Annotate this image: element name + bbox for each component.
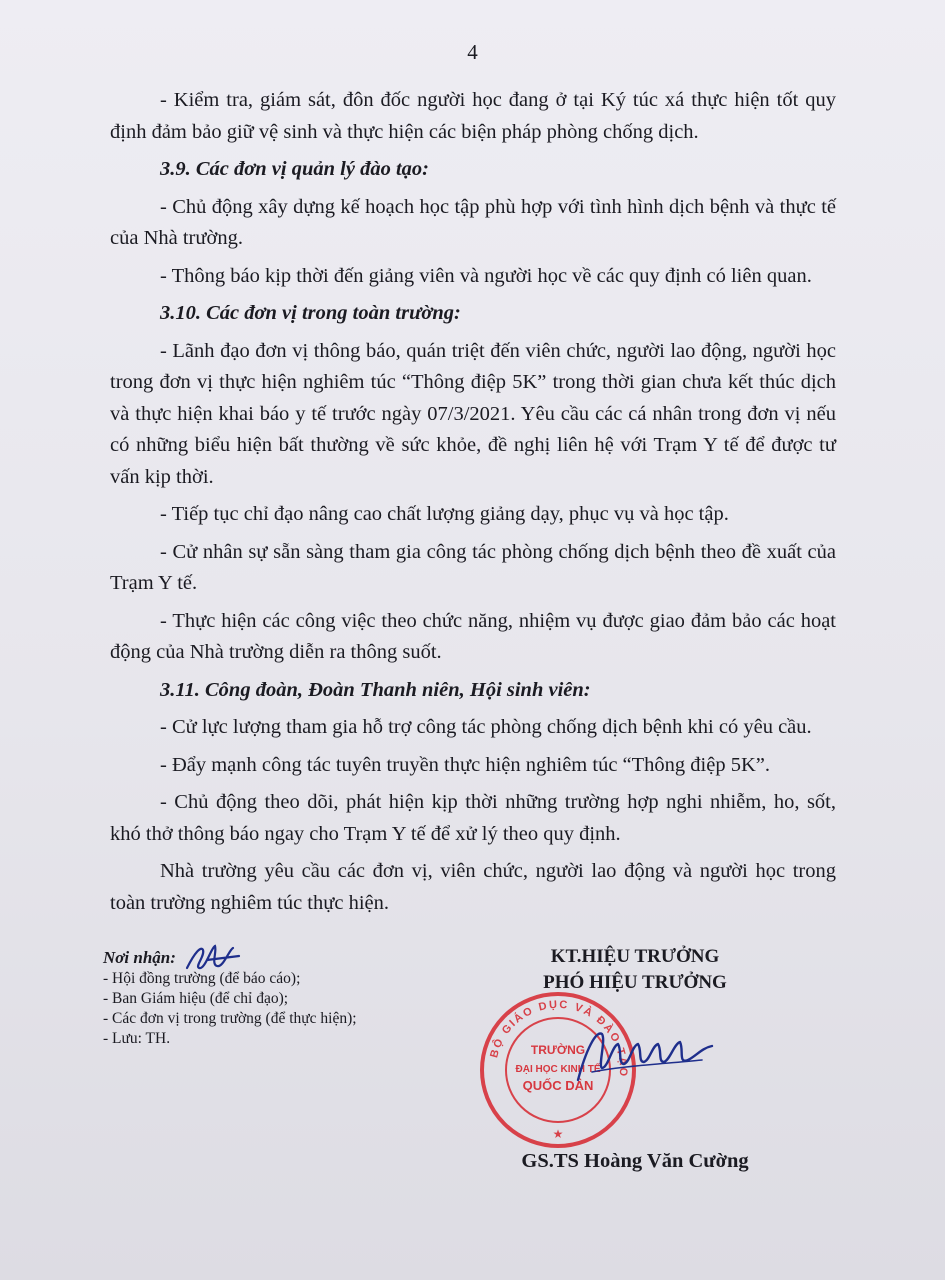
seal-line1: TRƯỜNG xyxy=(530,1043,586,1057)
closing-paragraph: Nhà trường yêu cầu các đơn vị, viên chức, người lao động và người học trong toàn trường nghiêm túc thực hiện. xyxy=(110,860,836,914)
paragraph: - Cử nhân sự sẵn sàng tham gia công tác phòng chống dịch bệnh theo đề xuất của Trạm Y tế. xyxy=(110,540,836,594)
paragraph: - Cử lực lượng tham gia hỗ trợ công tác phòng chống dịch bệnh khi có yêu cầu. xyxy=(160,716,812,738)
paragraph: - Thực hiện các công việc theo chức năng, nhiệm vụ được giao đảm bảo các hoạt động của Nhà trường diễn ra thông suốt. xyxy=(110,609,836,663)
seal-ring-text: BỘ GIÁO DỤC VÀ ĐÀO TẠO xyxy=(488,998,630,1079)
paragraph: - Tiếp tục chỉ đạo nâng cao chất lượng giảng dạy, phục vụ và học tập. xyxy=(160,503,729,525)
section-heading-3-11: 3.11. Công đoàn, Đoàn Thanh niên, Hội sinh viên: xyxy=(160,678,591,701)
seal-line2: ĐẠI HỌC KINH TẾ xyxy=(515,1064,601,1075)
recipient-item: - Ban Giám hiệu (để chỉ đạo); xyxy=(103,990,289,1007)
section-heading-3-9: 3.9. Các đơn vị quản lý đào tạo: xyxy=(160,158,429,180)
seal-star-icon: ★ xyxy=(552,1127,564,1141)
recipient-item: - Các đơn vị trong trường (để thực hiện); xyxy=(103,1010,357,1027)
paragraph: - Lãnh đạo đơn vị thông báo, quán triệt đến viên chức, người lao động, người học trong đơn vị thực hiện nghiêm túc “Thông điệp 5K” trong thời gian chưa kết thúc dịch và thực hiện khai báo y tế trước ngày 07/3/2021. Yêu cầu các cá nhân trong đơn vị nếu có những biểu hiện bất thường về sức khỏe, đề nghị liên hệ với Trạm Y tế để được tư vấn kịp thời. xyxy=(110,339,836,488)
paragraph: - Thông báo kịp thời đến giảng viên và người học về các quy định có liên quan. xyxy=(160,264,812,287)
recipient-item: - Hội đồng trường (để báo cáo); xyxy=(103,970,301,987)
recipients-block xyxy=(103,948,483,1049)
paragraph: - Đẩy mạnh công tác tuyên truyền thực hiện nghiêm túc “Thông điệp 5K”. xyxy=(160,753,770,776)
signer-name: GS.TS Hoàng Văn Cường xyxy=(521,1150,749,1172)
recipients-label: Nơi nhận: xyxy=(103,948,176,967)
handwritten-signature xyxy=(572,1020,722,1090)
page-number: 4 xyxy=(467,40,478,64)
handwritten-initial xyxy=(183,942,243,974)
paragraph: - Kiểm tra, giám sát, đôn đốc người học đang ở tại Ký túc xá thực hiện tốt quy định đảm bảo giữ vệ sinh và thực hiện các biện pháp phòng chống dịch. xyxy=(110,89,836,143)
document-body xyxy=(110,85,836,925)
seal-line3: QUỐC DÂN xyxy=(522,1078,594,1093)
paragraph: - Chủ động xây dựng kế hoạch học tập phù hợp với tình hình dịch bệnh và thực tế của Nhà trường. xyxy=(110,195,836,249)
signature-title-line1: KT.HIỆU TRƯỞNG xyxy=(550,946,720,967)
paragraph: - Chủ động theo dõi, phát hiện kịp thời những trường hợp nghi nhiễm, ho, sốt, khó thở thông báo ngay cho Trạm Y tế để xử lý theo quy định. xyxy=(110,791,836,845)
signature-title-line2: PHÓ HIỆU TRƯỞNG xyxy=(543,972,727,993)
recipient-item: - Lưu: TH. xyxy=(103,1030,171,1047)
recipients-list xyxy=(103,969,483,1049)
section-heading-3-10: 3.10. Các đơn vị trong toàn trường: xyxy=(160,302,461,324)
